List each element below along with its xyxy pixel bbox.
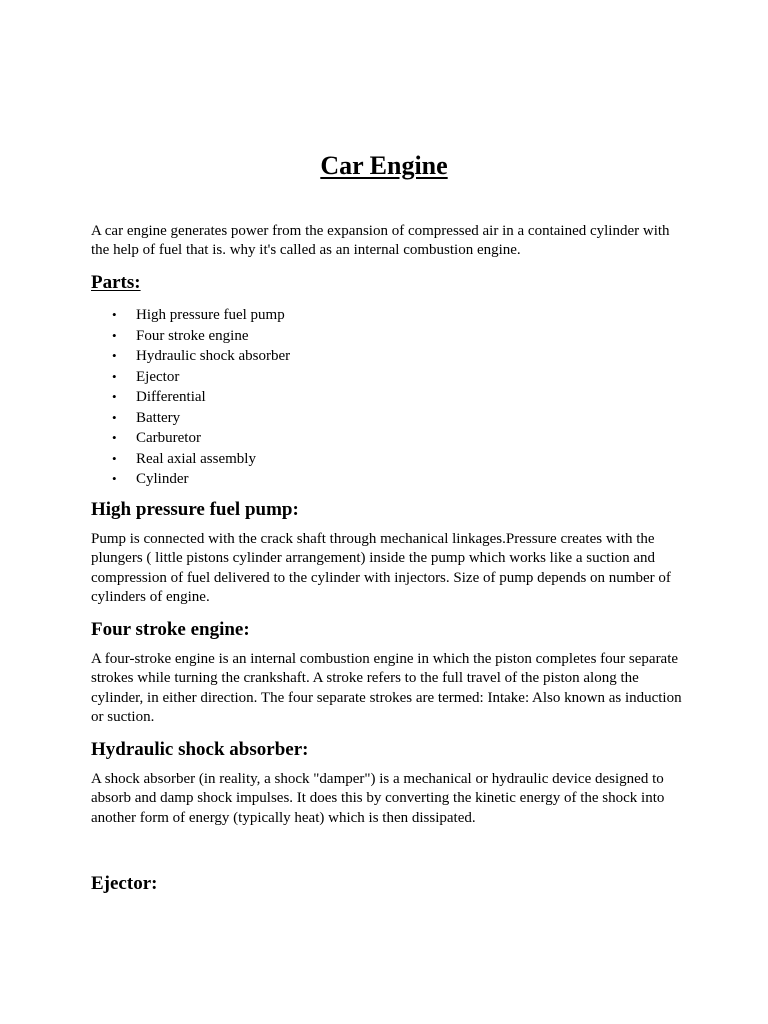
bullet-icon: • <box>112 389 117 404</box>
fuel-pump-paragraph: Pump is connected with the crack shaft through mechanical linkages.Pressure creates with the plungers ( little pistons cylinder arrangement) inside the pump which works like a suction and compression of fuel delivered to the cylinder with injectors. Size of pump depends on number of cylinders of engine. <box>91 531 671 605</box>
bullet-icon: • <box>112 430 117 445</box>
bullet-icon: • <box>112 327 117 343</box>
page-title: Car Engine <box>320 151 448 180</box>
list-item <box>91 367 290 388</box>
list-item <box>91 428 290 449</box>
list-item-label: Ejector <box>136 368 180 385</box>
shock-absorber-paragraph: A shock absorber (in reality, a shock "damper") is a mechanical or hydraulic device designed to absorb and damp shock impulses. It does this by converting the kinetic energy of the shock into another form of energy (typically heat) which is then dissipated. <box>91 771 665 826</box>
four-stroke-heading: Four stroke engine: <box>91 619 250 640</box>
ejector-heading: Ejector: <box>91 873 158 894</box>
list-item-label: Four stroke engine <box>136 327 249 344</box>
list-item <box>91 326 290 347</box>
list-item-label: High pressure fuel pump <box>136 307 285 323</box>
parts-heading: Parts: <box>91 272 141 293</box>
list-item <box>91 346 290 367</box>
list-item-label: Hydraulic shock absorber <box>136 348 291 364</box>
list-item <box>91 408 290 429</box>
bullet-icon: • <box>112 348 117 363</box>
bullet-icon: • <box>112 307 117 322</box>
list-item-label: Cylinder <box>136 471 189 487</box>
list-item <box>91 305 290 326</box>
intro-paragraph: A car engine generates power from the expansion of compressed air in a contained cylinder with the help of fuel that is. why it's called as an internal combustion engine. <box>91 223 670 259</box>
list-item-label: Battery <box>136 409 181 426</box>
list-item <box>91 469 290 490</box>
list-item <box>91 449 290 470</box>
bullet-icon: • <box>112 409 117 425</box>
bullet-icon: • <box>112 368 117 384</box>
parts-list <box>91 305 290 490</box>
four-stroke-paragraph: A four-stroke engine is an internal combustion engine in which the piston completes four separate strokes while turning the crankshaft. A stroke refers to the full travel of the piston along the cylinder, in either direction. The four separate strokes are termed: Intake: Also known as induction or suction. <box>91 651 682 725</box>
list-item <box>91 387 290 408</box>
bullet-icon: • <box>112 471 117 486</box>
shock-absorber-heading: Hydraulic shock absorber: <box>91 739 309 760</box>
list-item-label: Real axial assembly <box>136 450 256 467</box>
list-item-label: Carburetor <box>136 430 201 446</box>
list-item-label: Differential <box>136 389 206 405</box>
fuel-pump-heading: High pressure fuel pump: <box>91 499 299 520</box>
bullet-icon: • <box>112 450 117 466</box>
